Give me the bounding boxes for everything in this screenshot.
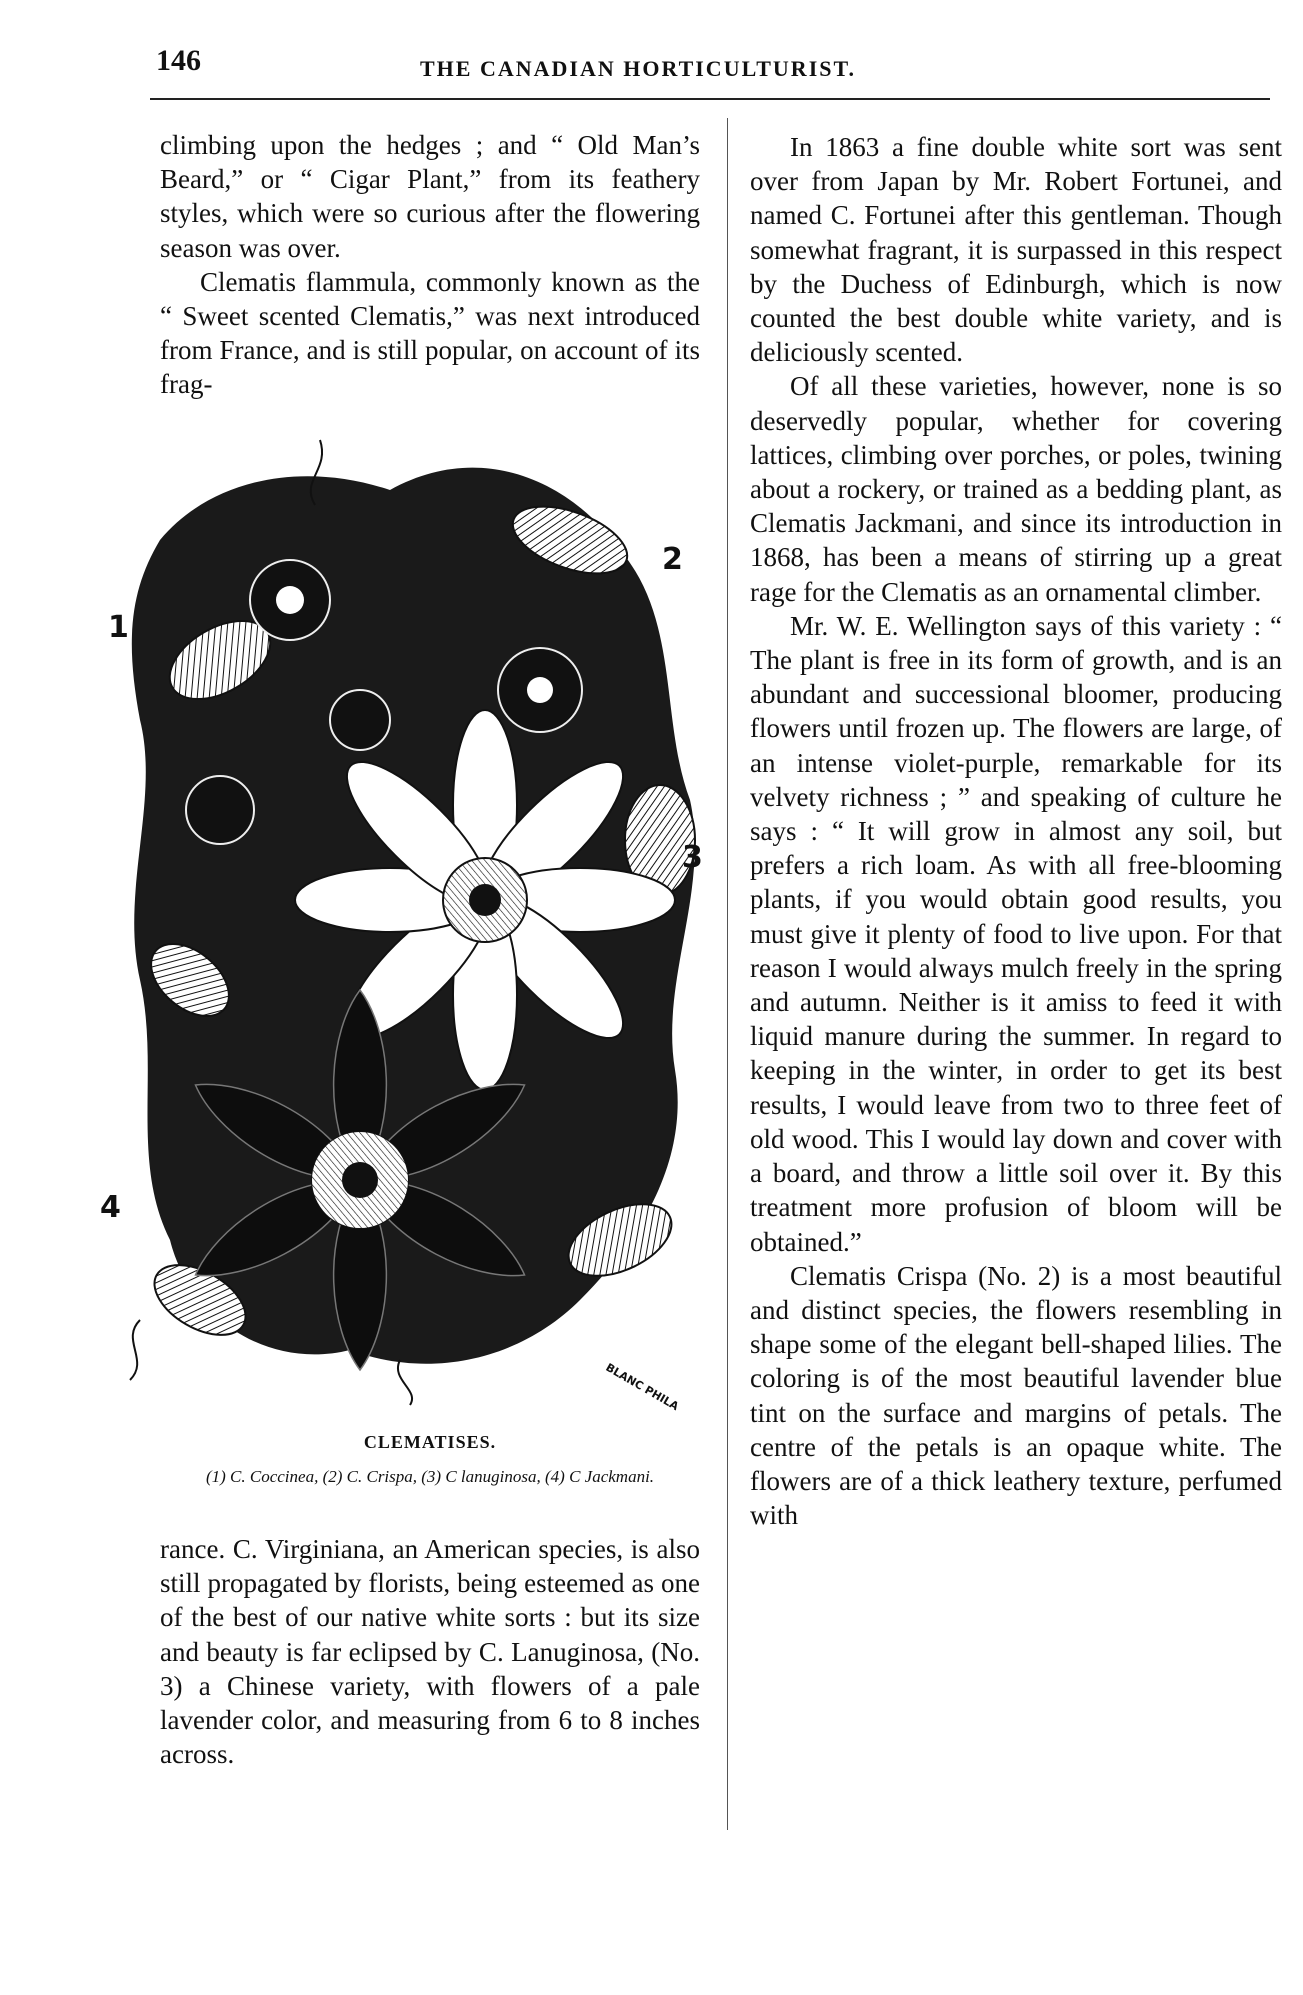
figure-number-1: 1 — [108, 610, 129, 645]
left-column-bottom — [160, 1532, 700, 1771]
figure-number-3: 3 — [682, 840, 703, 875]
page-number: 146 — [156, 44, 201, 77]
right-column — [750, 130, 1282, 1532]
figure-caption-text: (1) C. Coccinea, (2) C. Crispa, (3) C lanuginosa, (4) C Jackmani. — [205, 1467, 655, 1486]
paragraph: Clematis Crispa (No. 2) is a most beautiful and distinct species, the flowers resembling in shape some of the elegant bell-shaped lilies. The coloring is of the most beautiful lavender blue tint on the surface and margins of petals. The centre of the petals is an opaque white. The flowers are of a thick leathery texture, perfumed with — [750, 1260, 1282, 1531]
paragraph: rance. C. Virginiana, an American species, is also still propagated by florists, being esteemed as one of the best of our native white sorts : but its size and beauty is far eclipsed by C. Lanuginosa, (No. 3) a Chinese variety, with flowers of a pale lavender color, and measuring from 6 to 8 inches across. — [160, 1534, 700, 1770]
figure-caption-title: CLEMATISES. — [363, 1432, 497, 1452]
clematis-illustration — [100, 420, 710, 1414]
paragraph: climbing upon the hedges ; and “ Old Man’s Beard,” or “ Cigar Plant,” from its feathery styles, which were so curious after the flowering season was over. — [160, 130, 700, 263]
column-rule — [727, 118, 728, 1830]
paragraph: In 1863 a fine double white sort was sent over from Japan by Mr. Robert Fortunei, and named C. Fortunei after this gentleman. Though somewhat fragrant, it is surpassed in this respect by the Duchess of Edinburgh, which is now counted the best double white variety, and is deliciously scented. — [750, 132, 1282, 368]
paragraph: Clematis flammula, commonly known as the “ Sweet scented Clematis,” was next introduced from France, and is still popular, on account of its frag- — [160, 266, 700, 400]
figure-number-2: 2 — [662, 542, 683, 577]
running-title: THE CANADIAN HORTICULTURIST. — [420, 56, 857, 81]
header-rule — [150, 98, 1270, 100]
left-column-top — [160, 128, 700, 402]
figure-number-4: 4 — [100, 1190, 121, 1225]
engraver-signature: BLANC PHILA — [603, 1361, 696, 1422]
paragraph: Mr. W. E. Wellington says of this variety : “ The plant is free in its form of growth, and is an abundant and successional bloomer, producing flowers until frozen up. The flowers are large, of an intense violet-purple, remarkable for its velvety richness ; ” and speaking of culture he says : “ It will grow in almost any soil, but prefers a rich loam. As with all free-blooming plants, if you would obtain good results, you must give it plenty of food to live upon. For that reason I would always mulch freely in the spring and autumn. Neither is it amiss to feed it with liquid manure during the summer. In regard to keeping in the winter, in order to get its best results, I would leave from two to three feet of old wood. This I would lay down and cover with a board, and throw a little soil over it. By this treatment more profusion of bloom will be obtained.” — [750, 610, 1282, 1257]
clematis-engraving — [100, 420, 710, 1410]
paragraph: Of all these varieties, however, none is so deservedly popular, whether for covering lattices, climbing over porches, or poles, twining about a rockery, or trained as a bedding plant, as Clematis Jackmani, and since its introduction in 1868, has been a means of stirring up a great rage for the Clematis as an ornamental climber. — [750, 371, 1282, 607]
